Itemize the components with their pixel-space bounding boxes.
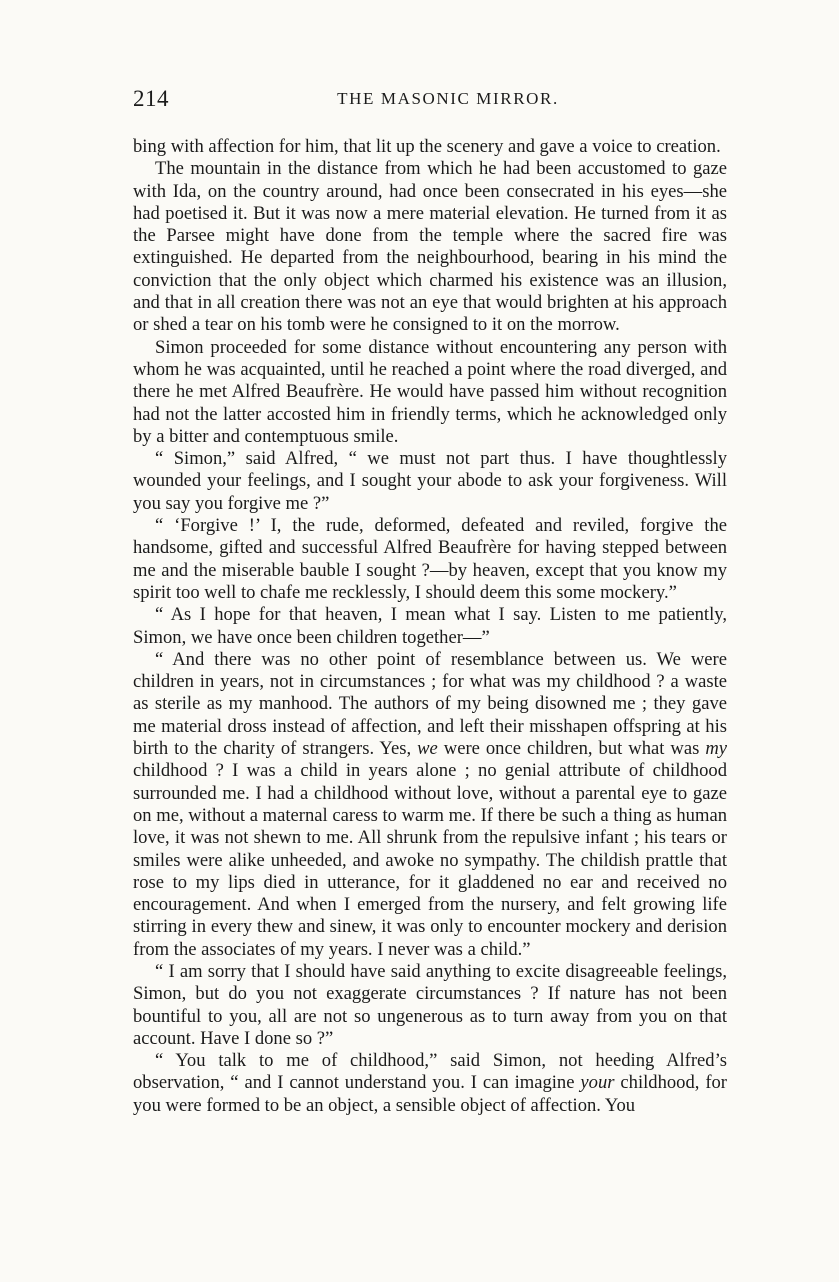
text-run: “ And there was no other point of resemblance between us. We were children in years, not in circumstances ; for what was my childhood ? a waste as sterile as my manhood. The authors of my being disowned me ; they gave me material dross instead of affection, and left their misshapen offspring at his birth to the charity of strangers. Yes, — [133, 648, 727, 760]
running-title: THE MASONIC MIRROR. — [337, 89, 559, 108]
page-header — [133, 86, 727, 116]
text-run: “ You talk to me of childhood,” said Simon, not heeding Alfred’s observation, “ and I cannot understand you. I can imagine — [133, 1050, 727, 1094]
text-run: Simon proceeded for some distance without encountering any person with whom he was acquainted, until he reached a point where the road diverged, and there he met Alfred Beaufrère. He would have passed him without recognition had not the latter accosted him in friendly terms, which he acknowledged only by a bitter and contemptuous smile. — [133, 336, 727, 447]
paragraph — [133, 515, 727, 604]
text-run: “ I am sorry that I should have said anything to excite disagreeable feelings, Simon, but do you not exaggerate circumstances ? If nature has not been bountiful to you, all are not so ungenerous as to turn away from you on that account. Have I done so ?” — [133, 960, 727, 1049]
paragraph — [133, 1050, 727, 1117]
paragraph — [133, 961, 727, 1050]
text-run: were once children, but what was — [437, 738, 706, 760]
text-run: “ As I hope for that heaven, I mean what I say. Listen to me patiently, Simon, we have once been children together—” — [133, 604, 727, 648]
italic-text: your — [580, 1072, 615, 1094]
paragraph — [133, 158, 727, 336]
paragraph — [133, 136, 727, 158]
paragraph — [133, 448, 727, 515]
text-run: bing with affection for him, that lit up the scenery and gave a voice to creation. — [133, 136, 721, 157]
italic-text: my — [705, 738, 728, 760]
paragraph — [133, 604, 727, 649]
paragraph — [133, 337, 727, 448]
text-run: childhood, for you were formed to be an object, a sensible object of affection. You — [133, 1072, 728, 1116]
italic-text: we — [417, 738, 438, 760]
text-run: “ Simon,” said Alfred, “ we must not part thus. I have thoughtlessly wounded your feelings, and I sought your abode to ask your forgiveness. Will you say you forgive me ?” — [133, 448, 727, 514]
page-number: 214 — [133, 86, 169, 111]
text-run: childhood ? I was a child in years alone ; no genial attribute of childhood surrounded me. I had a childhood without love, without a parental eye to gaze on me, without a maternal caress to warm me. If there be such a thing as human love, it was not shewn to me. All shrunk from the repulsive infant ; his tears or smiles were alike unheeded, and awoke no sympathy. The childish prattle that rose to my lips died in utterance, for it gladdened no ear and received no encouragement. And when I emerged from the nursery, and felt growing life stirring in every thew and sinew, it was only to encounter mockery and derision from the associates of my years. I never was a child.” — [133, 760, 727, 960]
text-run: “ ‘Forgive !’ I, the rude, deformed, defeated and reviled, forgive the handsome, gifted and successful Alfred Beaufrère for having stepped between me and the miserable bauble I sought ?—by heaven, except that you know my spirit too well to chafe me recklessly, I should deem this some mockery.” — [133, 515, 727, 603]
text-run: The mountain in the distance from which he had been accustomed to gaze with Ida, on the country around, had once been consecrated in his eyes—she had poetised it. But it was now a mere material elevation. He turned from it as the Parsee might have done from the temple where the sacred fire was extinguished. He departed from the neighbourhood, bearing in his mind the conviction that the only object which charmed his existence was an illusion, and that in all creation there was not an eye that would brighten at his approach or shed a tear on his tomb were he consigned to it on the morrow. — [133, 158, 727, 336]
body-text — [133, 136, 727, 1117]
paragraph — [133, 649, 727, 961]
